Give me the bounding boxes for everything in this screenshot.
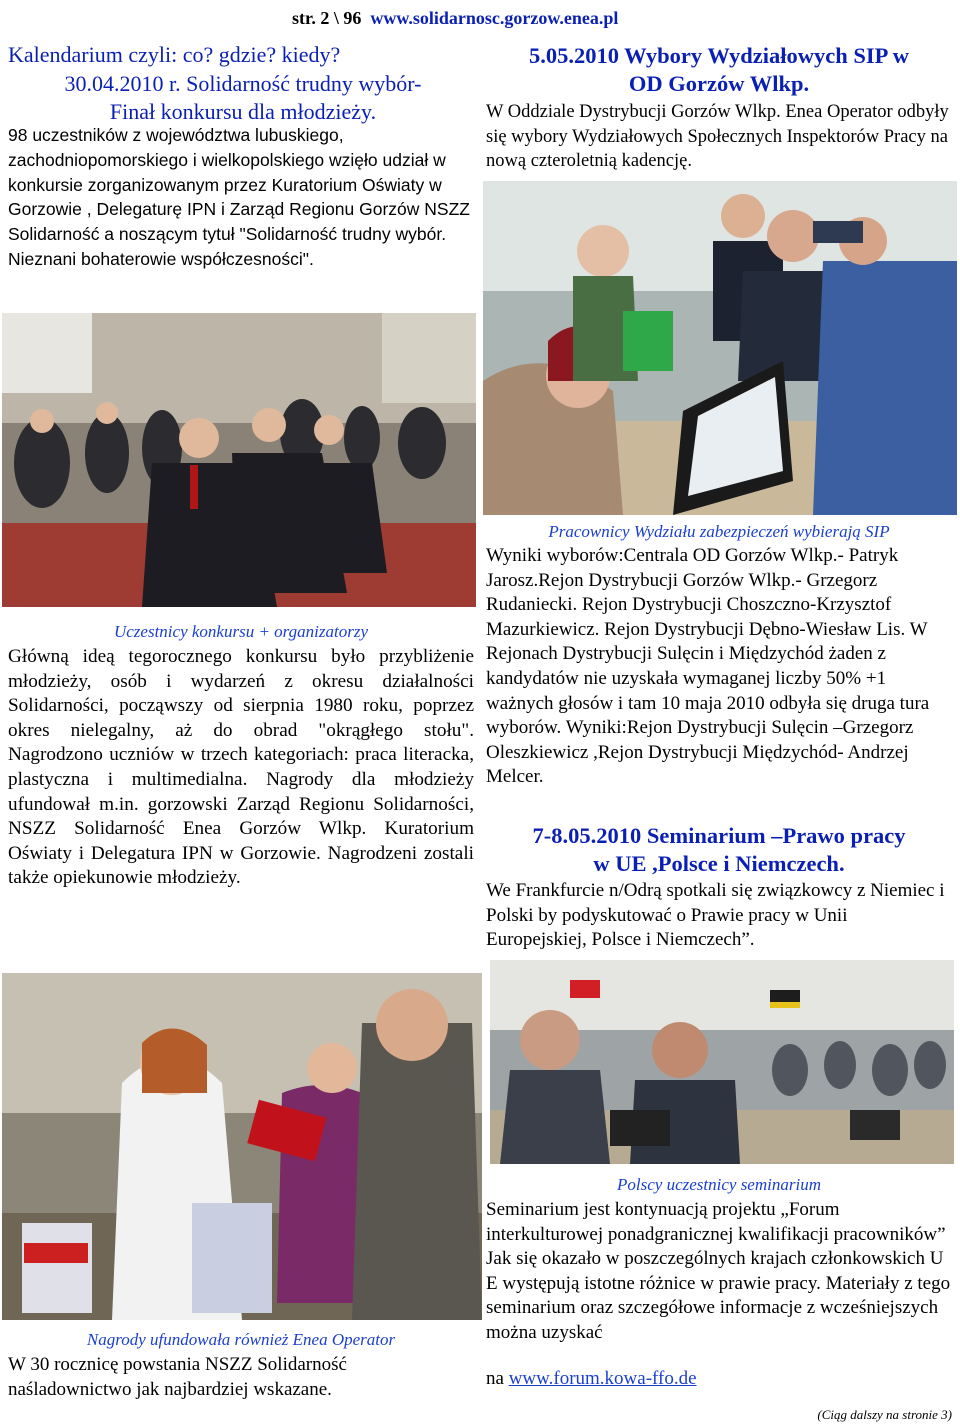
elections-title-line-2: OD Gorzów Wlkp.: [628, 71, 810, 96]
page-number: str. 2 \ 96: [292, 8, 362, 28]
article-title-line-1: 30.04.2010 r. Solidarność trudny wybór-: [64, 71, 422, 96]
page-header: [292, 8, 692, 29]
continued-note: (Ciąg dalszy na stronie 3): [817, 1407, 952, 1422]
seminar-title: [486, 822, 952, 878]
election-caption: Pracownicy Wydziału zabezpieczeń wybierają SIP: [548, 522, 890, 541]
seminar-photo: [490, 960, 954, 1164]
contest-participants-photo: [2, 313, 476, 607]
elections-title: [486, 42, 952, 98]
contest-body: Główną ideą tegorocznego konkursu było przybliżenie młodzieży, osób i wydarzeń z okresu działalności Solidarności, począwszy od sierpnia 1980 roku, poprzez okres nielegalny, aż do obrad "okrągłego stołu". Nagrodzono uczniów w trzech kategoriach: praca literacka, plastyczna i multimedialna. Nagrody dla młodzieży ufundował m.in. gorzowski Zarząd Regionu Solidarności, NSZZ Solidarność Enea Gorzów Wlkp. Kuratorium Oświaty i Delegatura IPN w Gorzowie. Nagrodzeni zostali także opiekunowie młodzieży.: [8, 646, 474, 889]
link-prefix: na: [486, 1368, 504, 1389]
seminar-body: Seminarium jest kontynuacją projektu „Forum interkulturowej ponadgranicznej kwalifikacji pracowników” Jak się okazało w poszczególnych krajach członkowskich U E występują istotne różnice w prawie pracy. Materiały z tego seminarium oraz szczegółowe informacje z wcześniejszych można uzyskać: [486, 1199, 951, 1343]
forum-link[interactable]: www.forum.kowa-ffo.de: [508, 1368, 697, 1389]
seminar-intro: We Frankfurcie n/Odrą spotkali się związkowcy z Niemiec i Polski by podyskutować o Prawie pracy w Unii Europejskiej, Polsce i Niemczech”.: [486, 880, 945, 951]
closing-paragraph: W 30 rocznicę powstania NSZZ Solidarność naśladownictwo jak najbardziej wskazane.: [8, 1354, 347, 1400]
site-address: www.solidarnosc.gorzow.enea.pl: [370, 8, 619, 28]
awards-photo: [2, 973, 482, 1320]
article-title: [8, 70, 478, 126]
section-title: Kalendarium czyli: co? gdzie? kiedy?: [8, 42, 341, 67]
seminar-link-line: [486, 1367, 952, 1392]
seminar-title-line-1: 7-8.05.2010 Seminarium –Prawo pracy: [532, 823, 906, 848]
seminar-caption: Polscy uczestnicy seminarium: [617, 1175, 821, 1194]
election-photo: [483, 181, 957, 515]
elections-intro: W Oddziale Dystrybucji Gorzów Wlkp. Enea Operator odbyły się wybory Wydziałowych Społecznych Inspektorów Pracy na nową czteroletnią kadencję.: [486, 102, 949, 171]
elections-title-line-1: 5.05.2010 Wybory Wydziałowych SIP w: [528, 43, 910, 68]
election-results: Wyniki wyborów:Centrala OD Gorzów Wlkp.- Patryk Jarosz.Rejon Dystrybucji Gorzów Wlkp.- Grzegorz Rudaniecki. Rejon Dystrybucji Choszczno-Krzysztof Mazurkiewicz. Rejon Dystrybucji Dębno-Wiesław Lis. W Rejonach Dystrybucji Sulęcin i Międzychód żaden z kandydatów nie uzyskała wymaganej liczby 50% +1 ważnych głosów i tam 10 maja 2010 odbyła się druga tura wyborów. Wyniki:Rejon Dystrybucji Sulęcin –Grzegorz Oleszkiewicz ,Rejon Dystrybucji Międzychód- Andrzej Melcer.: [486, 545, 930, 788]
intro-paragraph: 98 uczestników z województwa lubuskiego, zachodniopomorskiego i wielkopolskiego wzięło udział w konkursie zorganizowanym przez Kuratorium Oświaty w Gorzowie , Delegaturę IPN i Zarząd Regionu Gorzów NSZZ Solidarność a noszącym tytuł "Solidarność trudny wybór. Nieznani bohaterowie współczesności".: [8, 125, 470, 269]
participants-caption: Uczestnicy konkursu + organizatorzy: [113, 622, 368, 641]
article-title-line-2: Finał konkursu dla młodzieży.: [109, 99, 377, 124]
awards-caption: Nagrody ufundowała również Enea Operator: [86, 1330, 396, 1349]
seminar-title-line-2: w UE ,Polsce i Niemczech.: [593, 851, 845, 876]
